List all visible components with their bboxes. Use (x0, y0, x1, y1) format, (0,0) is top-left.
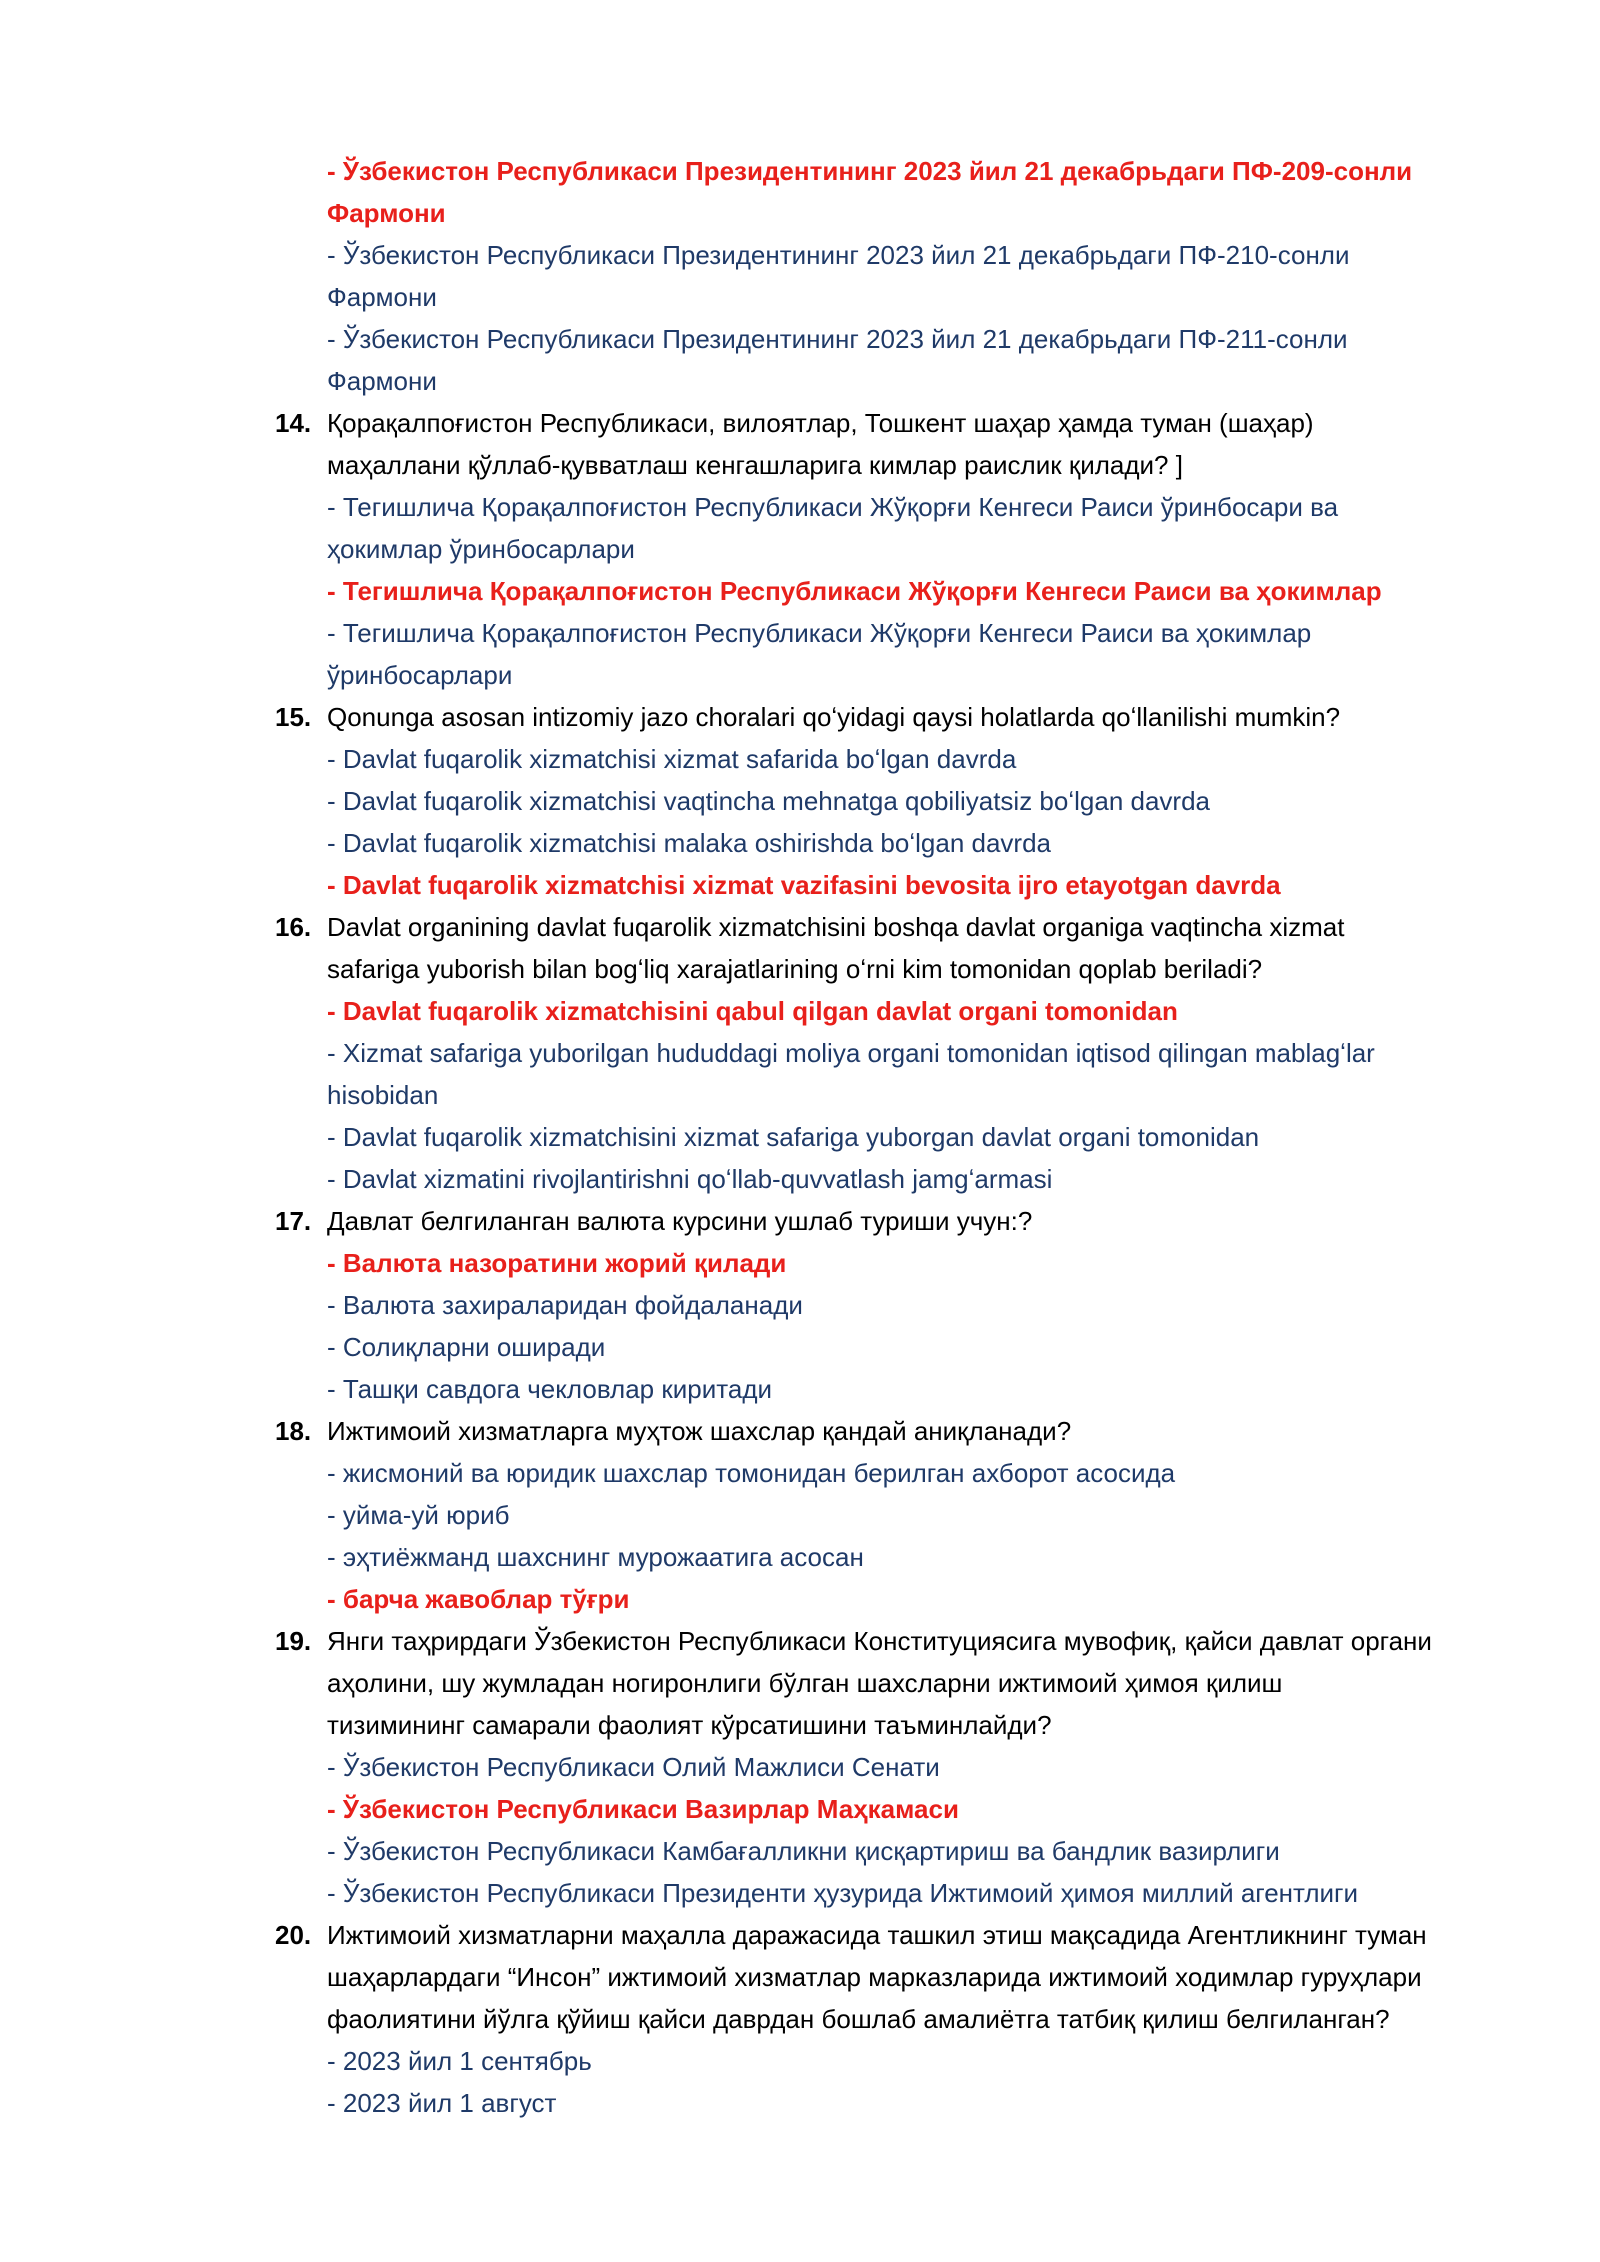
answer-line: ўринбосарлари (327, 660, 513, 690)
question-text-line: тизимининг самарали фаолият кўрсатишини таъминлайди? (327, 1710, 1052, 1740)
question-text-line: safariga yuborish bilan bogʻliq xarajatlarining oʻrni kim tomonidan qoplab beriladi? (327, 954, 1263, 984)
answer-line: - Ўзбекистон Республикаси Олий Мажлиси Сенати (327, 1752, 940, 1782)
answer-line: - Davlat fuqarolik xizmatchisi malaka oshirishda boʻlgan davrda (327, 828, 1052, 858)
answer-line: - эҳтиёжманд шахснинг мурожаатига асосан (327, 1542, 864, 1572)
document-page (0, 150, 1600, 2124)
answer-line: - Солиқларни оширади (327, 1332, 606, 1362)
answer-line: - 2023 йил 1 август (327, 2088, 557, 2118)
answer-line-correct: - Ўзбекистон Республикаси Президентининг 2023 йил 21 декабрьдаги ПФ-209-сонли (327, 156, 1413, 186)
answer-line: - Davlat fuqarolik xizmatchisini xizmat safariga yuborgan davlat organi tomonidan (327, 1122, 1260, 1152)
answer-line: hisobidan (327, 1080, 439, 1110)
question-number: 16. (275, 912, 312, 942)
answer-block (0, 150, 1600, 234)
answer-line: - Davlat fuqarolik xizmatchisi xizmat safarida boʻlgan davrda (327, 744, 1017, 774)
answer-line: - Ўзбекистон Республикаси Камбағалликни қисқартириш ва бандлик вазирлиги (327, 1836, 1280, 1866)
question-text-line (0, 1410, 1600, 1452)
answer-line: - Валюта захираларидан фойдаланади (327, 1290, 803, 1320)
question-number: 19. (275, 1626, 312, 1656)
question-16 (0, 906, 1600, 1200)
answer-line-correct: - барча жавоблар тўғри (327, 1584, 630, 1614)
answer-line: - 2023 йил 1 сентябрь (327, 2046, 592, 2076)
answer-line: - Davlat fuqarolik xizmatchisi vaqtincha mehnatga qobiliyatsiz boʻlgan davrda (327, 786, 1211, 816)
answer-line: - Ташқи савдога чекловлар киритади (327, 1374, 773, 1404)
question-text: Qonunga asosan intizomiy jazo choralari qoʻyidagi qaysi holatlarda qoʻllanilishi mumkin? (327, 702, 1341, 732)
answer-line: - Ўзбекистон Республикаси Президенти ҳузурида Ижтимоий ҳимоя миллий агентлиги (327, 1878, 1359, 1908)
answer-line: - уйма-уй юриб (327, 1500, 510, 1530)
question-text-line (0, 1914, 1600, 1956)
question-17 (0, 1200, 1600, 1410)
question-number: 17. (275, 1206, 312, 1236)
answer-line: - Xizmat safariga yuborilgan hududdagi moliya organi tomonidan iqtisod qilingan mablagʻlar (327, 1038, 1375, 1068)
question-text-line (0, 696, 1600, 738)
question-text: Ижтимоий хизматларни маҳалла даражасида ташкил этиш мақсадида Агентликнинг туман (327, 1920, 1427, 1950)
question-19 (0, 1620, 1600, 1914)
answer-line: Фармони (327, 282, 437, 312)
answer-block (0, 234, 1600, 318)
question-text: Ижтимоий хизматларга муҳтож шахслар қандай аниқланади? (327, 1416, 1072, 1446)
answer-line: - жисмоний ва юридик шахслар томонидан берилган ахборот асосида (327, 1458, 1176, 1488)
question-number: 20. (275, 1920, 312, 1950)
question-text-line: шаҳарлардаги “Инсон” ижтимоий хизматлар марказларида ижтимоий ходимлар гуруҳлари (327, 1962, 1422, 1992)
answer-line: - Davlat xizmatini rivojlantirishni qoʻllab-quvvatlash jamgʻarmasi (327, 1164, 1053, 1194)
question-text-line (0, 906, 1600, 948)
question-text-line (0, 1200, 1600, 1242)
question-number: 14. (275, 408, 312, 438)
question-text-line: маҳаллани қўллаб-қувватлаш кенгашларига кимлар раислик қилади? ] (327, 450, 1183, 480)
answer-line-correct: Фармони (327, 198, 446, 228)
answer-block (0, 318, 1600, 402)
question-text-line (0, 1620, 1600, 1662)
question-20 (0, 1914, 1600, 2124)
question-text-line: аҳолини, шу жумладан ногиронлиги бўлган шахсларни ижтимоий ҳимоя қилиш (327, 1668, 1283, 1698)
answer-line: - Тегишлича Қорақалпоғистон Республикаси Жўқорғи Кенгеси Раиси ўринбосари ва (327, 492, 1339, 522)
answer-line-correct: - Davlat fuqarolik xizmatchisini qabul qilgan davlat organi tomonidan (327, 996, 1178, 1026)
question-15 (0, 696, 1600, 906)
question-number: 15. (275, 702, 312, 732)
question-text-line: фаолиятини йўлга қўйиш қайси даврдан бошлаб амалиётга татбиқ қилиш белгиланган? (327, 2004, 1390, 2034)
answer-line: - Ўзбекистон Республикаси Президентининг 2023 йил 21 декабрьдаги ПФ-210-сонли (327, 240, 1350, 270)
answer-line-correct: - Валюта назоратини жорий қилади (327, 1248, 787, 1278)
answer-line: Фармони (327, 366, 437, 396)
answer-line: ҳокимлар ўринбосарлари (327, 534, 635, 564)
answer-line: - Тегишлича Қорақалпоғистон Республикаси Жўқорғи Кенгеси Раиси ва ҳокимлар (327, 618, 1312, 648)
question-text: Қорақалпоғистон Республикаси, вилоятлар, Тошкент шаҳар ҳамда туман (шаҳар) (327, 408, 1314, 438)
question-text: Давлат белгиланган валюта курсини ушлаб туриши учун:? (327, 1206, 1033, 1236)
question-text: Davlat organining davlat fuqarolik xizmatchisini boshqa davlat organiga vaqtincha xizmat (327, 912, 1345, 942)
answer-line-correct: - Davlat fuqarolik xizmatchisi xizmat vazifasini bevosita ijro etayotgan davrda (327, 870, 1281, 900)
answer-line-correct: - Ўзбекистон Республикаси Вазирлар Маҳкамаси (327, 1794, 959, 1824)
question-18 (0, 1410, 1600, 1620)
answer-line-correct: - Тегишлича Қорақалпоғистон Республикаси Жўқорғи Кенгеси Раиси ва ҳокимлар (327, 576, 1382, 606)
question-number: 18. (275, 1416, 312, 1446)
answer-line: - Ўзбекистон Республикаси Президентининг 2023 йил 21 декабрьдаги ПФ-211-сонли (327, 324, 1348, 354)
question-14 (0, 402, 1600, 696)
question-text-line (0, 402, 1600, 444)
question-text: Янги таҳрирдаги Ўзбекистон Республикаси Конституциясига мувофиқ, қайси давлат органи (327, 1626, 1432, 1656)
